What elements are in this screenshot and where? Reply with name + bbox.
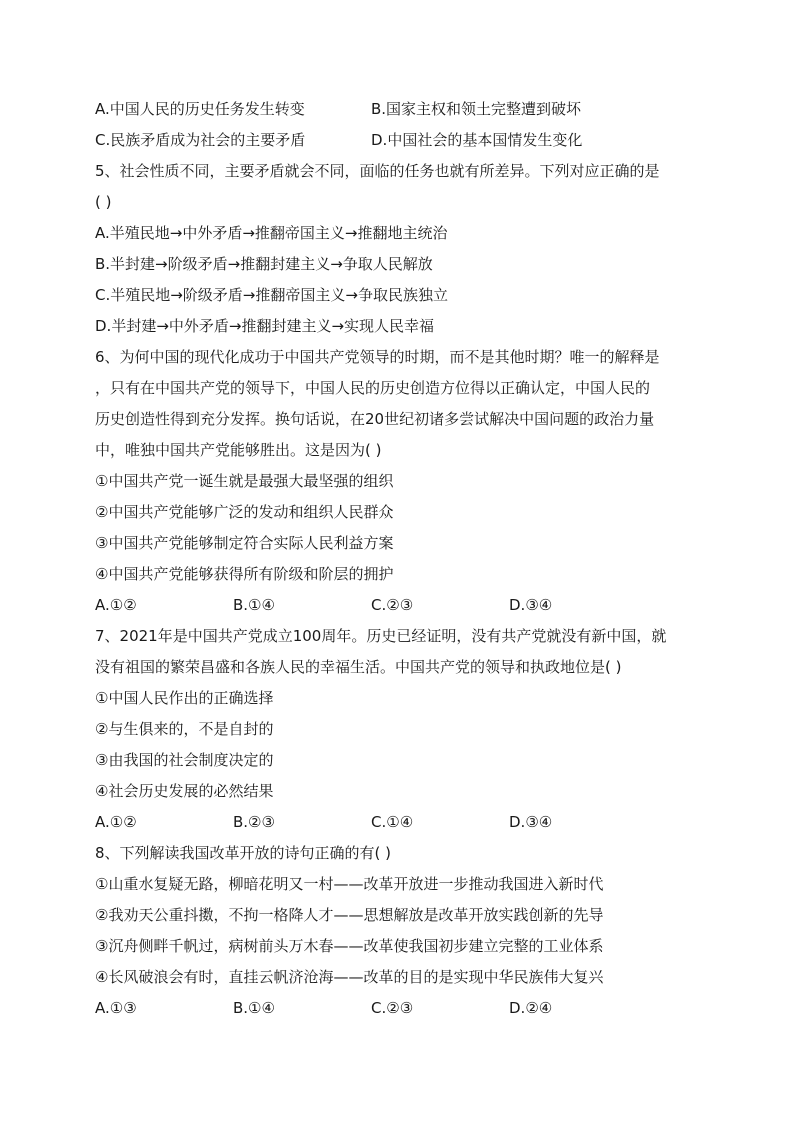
q6-option-c: C.②③ (371, 596, 414, 614)
q5-option-d: D.半封建→中外矛盾→推翻封建主义→实现人民幸福 (95, 317, 435, 335)
q8-option-a: A.①③ (95, 999, 137, 1017)
q7-item-1: ①中国人民作出的正确选择 (95, 689, 274, 707)
q8-option-d: D.②④ (509, 999, 553, 1017)
q7-item-3: ③由我国的社会制度决定的 (95, 751, 274, 769)
q7-stem-line-2: 没有祖国的繁荣昌盛和各族人民的幸福生活。中国共产党的领导和执政地位是( ) (95, 658, 622, 676)
q8-stem-line-1: 8、下列解读我国改革开放的诗句正确的有( ) (95, 844, 392, 862)
q4-options-row-1 (95, 94, 705, 125)
q6-option-a: A.①② (95, 596, 137, 614)
q4-option-b: B.国家主权和领土完整遭到破坏 (371, 100, 582, 118)
q8-option-b: B.①④ (233, 999, 275, 1017)
q4-option-a: A.中国人民的历史任务发生转变 (95, 100, 305, 118)
q6-item-3: ③中国共产党能够制定符合实际人民利益方案 (95, 534, 394, 552)
q6-stem-line-4: 中，唯独中国共产党能够胜出。这是因为( ) (95, 441, 382, 459)
q5-option-c: C.半殖民地→阶级矛盾→推翻帝国主义→争取民族独立 (95, 286, 448, 304)
q7-options-row (95, 807, 705, 838)
q4-option-d: D.中国社会的基本国情发生变化 (371, 131, 583, 149)
q6-options-row (95, 590, 705, 621)
q5-stem-line-1: 5、社会性质不同，主要矛盾就会不同，面临的任务也就有所差异。下列对应正确的是 (95, 162, 660, 180)
q8-item-2: ②我劝天公重抖擞，不拘一格降人才——思想解放是改革开放实践创新的先导 (95, 906, 604, 924)
q5-option-b: B.半封建→阶级矛盾→推翻封建主义→争取人民解放 (95, 255, 433, 273)
q8-item-3: ③沉舟侧畔千帆过，病树前头万木春——改革使我国初步建立完整的工业体系 (95, 937, 604, 955)
q4-option-c: C.民族矛盾成为社会的主要矛盾 (95, 131, 306, 149)
q6-item-4: ④中国共产党能够获得所有阶级和阶层的拥护 (95, 565, 394, 583)
q8-options-row (95, 993, 705, 1024)
q8-item-4: ④长风破浪会有时，直挂云帆济沧海——改革的目的是实现中华民族伟大复兴 (95, 968, 604, 986)
q7-option-b: B.②③ (233, 813, 275, 831)
q6-stem-line-3: 历史创造性得到充分发挥。换句话说，在20世纪初诸多尝试解决中国问题的政治力量 (95, 410, 655, 428)
q6-option-d: D.③④ (509, 596, 553, 614)
q7-stem-line-1: 7、2021年是中国共产党成立100周年。历史已经证明，没有共产党就没有新中国，就 (95, 627, 667, 645)
q7-option-a: A.①② (95, 813, 137, 831)
q7-item-4: ④社会历史发展的必然结果 (95, 782, 274, 800)
q6-stem-line-1: 6、为何中国的现代化成功于中国共产党领导的时期，而不是其他时期？唯一的解释是 (95, 348, 660, 366)
exam-page (95, 94, 705, 1024)
q6-stem-line-2: ，只有在中国共产党的领导下，中国人民的历史创造方位得以正确认定，中国人民的 (95, 379, 651, 397)
q6-item-2: ②中国共产党能够广泛的发动和组织人民群众 (95, 503, 394, 521)
q5-stem-line-2: ( ) (95, 193, 112, 211)
q7-item-2: ②与生俱来的，不是自封的 (95, 720, 274, 738)
q8-item-1: ①山重水复疑无路，柳暗花明又一村——改革开放进一步推动我国进入新时代 (95, 875, 604, 893)
q6-option-b: B.①④ (233, 596, 275, 614)
q8-option-c: C.②③ (371, 999, 414, 1017)
q6-item-1: ①中国共产党一诞生就是最强大最坚强的组织 (95, 472, 394, 490)
q7-option-d: D.③④ (509, 813, 553, 831)
q7-option-c: C.①④ (371, 813, 414, 831)
q4-options-row-2 (95, 125, 705, 156)
q5-option-a: A.半殖民地→中外矛盾→推翻帝国主义→推翻地主统治 (95, 224, 448, 242)
